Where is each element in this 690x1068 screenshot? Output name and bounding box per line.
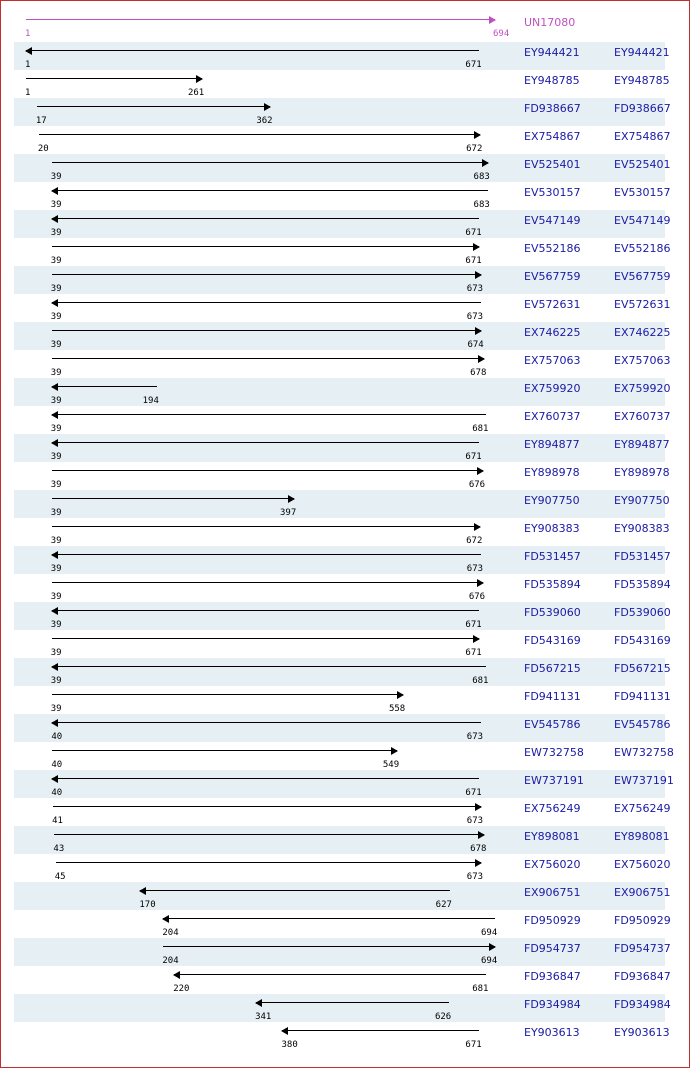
arrow-head [264, 103, 271, 111]
arrow-head [475, 271, 482, 279]
start-position-label: 39 [50, 228, 62, 238]
alignment-bar [56, 862, 481, 863]
accession-link-2[interactable]: EX760737 [614, 410, 671, 423]
alignment-bar [54, 834, 484, 835]
accession-link[interactable]: EX754867 [524, 130, 581, 143]
accession-link[interactable]: FD941131 [524, 690, 581, 703]
start-position-label: 39 [50, 592, 62, 602]
end-position-label: 671 [465, 788, 482, 798]
alignment-bar [52, 274, 481, 275]
end-position-label: 549 [382, 760, 400, 770]
end-position-label: 676 [468, 592, 486, 602]
accession-link-2[interactable]: EV525401 [614, 158, 671, 171]
alignment-bar [53, 806, 481, 807]
end-position-label: 694 [481, 928, 498, 938]
start-position-label: 39 [50, 172, 62, 182]
end-position-label: 671 [465, 60, 482, 70]
start-position-label: 39 [50, 424, 62, 434]
accession-link[interactable]: EV530157 [524, 186, 581, 199]
start-position-label: 41 [52, 816, 63, 826]
alignment-bar [26, 50, 479, 51]
start-position-label: 39 [50, 480, 62, 490]
accession-link-2[interactable]: EY894877 [614, 438, 670, 451]
start-position-label: 39 [50, 620, 62, 630]
start-position-label: 1 [25, 60, 31, 70]
start-position-label: 39 [50, 368, 62, 378]
alignment-bar [52, 778, 479, 779]
end-position-label: 558 [388, 704, 406, 714]
end-position-label: 627 [435, 900, 452, 910]
accession-link-2[interactable]: EY903613 [614, 1026, 670, 1039]
end-position-label: 673 [466, 732, 484, 742]
arrow-head [51, 299, 58, 307]
accession-link-2[interactable]: EY898081 [614, 830, 670, 843]
accession-link[interactable]: EX746225 [524, 326, 581, 339]
start-position-label: 45 [54, 872, 66, 882]
accession-link-2[interactable]: FD539060 [614, 606, 671, 619]
accession-link[interactable]: EY944421 [524, 46, 580, 59]
accession-link[interactable]: EX756020 [524, 858, 581, 871]
arrow-head [51, 439, 58, 447]
start-position-label: 39 [50, 396, 62, 406]
end-position-label: 362 [256, 116, 273, 126]
accession-link[interactable]: FD531457 [524, 550, 581, 563]
arrow-head [477, 467, 484, 475]
accession-link-2[interactable]: FD941131 [614, 690, 671, 703]
end-position-label: 683 [473, 200, 490, 210]
accession-link[interactable]: FD567215 [524, 662, 581, 675]
accession-link-2[interactable]: FD535894 [614, 578, 671, 591]
alignment-bar [52, 302, 481, 303]
accession-link[interactable]: EV525401 [524, 158, 581, 171]
alignment-bar [52, 554, 481, 555]
accession-link[interactable]: EY903613 [524, 1026, 580, 1039]
accession-link[interactable]: EY908383 [524, 522, 580, 535]
accession-link-2[interactable]: FD531457 [614, 550, 671, 563]
accession-link[interactable]: EX759920 [524, 382, 581, 395]
start-position-label: 204 [162, 928, 179, 938]
end-position-label: 261 [187, 88, 205, 98]
arrow-head [162, 915, 169, 923]
end-position-label: 676 [468, 480, 486, 490]
alignment-bar [52, 218, 480, 219]
start-position-label: 39 [50, 340, 62, 350]
arrow-head [489, 943, 496, 951]
accession-link[interactable]: FD936847 [524, 970, 581, 983]
arrow-head [139, 887, 146, 895]
accession-link-2[interactable]: EW737191 [614, 774, 674, 787]
end-position-label: 671 [465, 648, 482, 658]
arrow-head [482, 159, 489, 167]
accession-link-2[interactable]: EV552186 [614, 242, 671, 255]
accession-link[interactable]: EW737191 [524, 774, 584, 787]
arrow-head [397, 691, 404, 699]
end-position-label: 673 [466, 816, 484, 826]
start-position-label: 380 [281, 1040, 298, 1050]
arrow-head [474, 131, 481, 139]
accession-link-2[interactable]: EX756249 [614, 802, 671, 815]
alignment-bar [282, 1030, 479, 1031]
accession-link-2[interactable]: EW732758 [614, 746, 674, 759]
accession-link[interactable]: FD539060 [524, 606, 581, 619]
arrow-head [478, 355, 485, 363]
query-bar [26, 19, 495, 20]
start-position-label: 39 [50, 536, 62, 546]
start-position-label: 40 [51, 760, 63, 770]
accession-link[interactable]: FD950929 [524, 914, 581, 927]
end-position-label: 678 [470, 368, 487, 378]
accession-link-2[interactable]: EY908383 [614, 522, 670, 535]
arrow-head [475, 803, 482, 811]
arrow-head [51, 411, 58, 419]
arrow-head [475, 859, 482, 867]
arrow-head [51, 551, 58, 559]
accession-link[interactable]: EX757063 [524, 354, 581, 367]
start-position-label: 220 [173, 984, 190, 994]
alignment-bar [52, 358, 484, 359]
accession-link[interactable]: EY948785 [524, 74, 580, 87]
alignment-bar [52, 246, 480, 247]
end-position-label: 626 [434, 1012, 452, 1022]
accession-link-2[interactable]: EX759920 [614, 382, 671, 395]
accession-link[interactable]: EV572631 [524, 298, 581, 311]
alignment-bar [163, 918, 495, 919]
alignment-bar [52, 498, 294, 499]
end-position-label: 683 [473, 172, 490, 182]
start-position-label: 20 [37, 144, 49, 154]
start-position-label: 1 [25, 88, 31, 98]
accession-link-2[interactable]: EV530157 [614, 186, 671, 199]
accession-link[interactable]: EV547149 [524, 214, 581, 227]
accession-link[interactable]: EY907750 [524, 494, 580, 507]
start-position-label: 39 [50, 704, 62, 714]
start-position-label: 39 [50, 452, 62, 462]
end-position-label: 397 [280, 508, 297, 518]
accession-link-2[interactable]: EV547149 [614, 214, 671, 227]
start-position-label: 40 [51, 732, 63, 742]
alignment-bar [39, 134, 480, 135]
accession-link[interactable]: EX756249 [524, 802, 581, 815]
alignment-bar [52, 330, 482, 331]
arrow-head [25, 47, 32, 55]
accession-link-2[interactable]: FD938667 [614, 102, 671, 115]
accession-link[interactable]: FD954737 [524, 942, 581, 955]
arrow-head [477, 579, 484, 587]
start-position-label: 39 [50, 676, 62, 686]
start-position-label: 40 [51, 788, 63, 798]
end-position-label: 673 [466, 564, 484, 574]
end-position-label: 673 [466, 872, 484, 882]
accession-link-2[interactable]: FD543169 [614, 634, 671, 647]
accession-link-2[interactable]: FD950929 [614, 914, 671, 927]
alignment-bar [52, 638, 480, 639]
start-position-label: 341 [255, 1012, 272, 1022]
end-position-label: 671 [465, 452, 482, 462]
start-position-label: 39 [50, 564, 62, 574]
arrow-head [478, 831, 485, 839]
accession-link[interactable]: EW732758 [524, 746, 584, 759]
start-position-label: 39 [50, 648, 62, 658]
alignment-bar [26, 78, 202, 79]
alignment-bar [52, 386, 157, 387]
arrow-head [255, 999, 262, 1007]
start-position-label: 39 [50, 312, 62, 322]
end-position-label: 681 [472, 676, 489, 686]
accession-link-2[interactable]: EX906751 [614, 886, 671, 899]
alignment-bar [52, 190, 488, 191]
arrow-head [196, 75, 203, 83]
accession-link-2[interactable]: FD567215 [614, 662, 671, 675]
accession-link[interactable]: FD543169 [524, 634, 581, 647]
alignment-bar [52, 414, 486, 415]
arrow-head [51, 215, 58, 223]
alignment-bar [52, 610, 480, 611]
alignment-bar [52, 694, 403, 695]
accession-link[interactable]: FD535894 [524, 578, 581, 591]
alignment-bar [163, 946, 495, 947]
arrow-head [51, 383, 58, 391]
end-position-label: 681 [472, 984, 489, 994]
alignment-bar [140, 890, 449, 891]
start-position-label: 39 [50, 256, 62, 266]
arrow-head [391, 747, 398, 755]
arrow-head [51, 607, 58, 615]
accession-link-2[interactable]: EY944421 [614, 46, 670, 59]
arrow-head [473, 635, 480, 643]
alignment-bar [52, 442, 480, 443]
accession-link-2[interactable]: FD954737 [614, 942, 671, 955]
start-position-label: 43 [53, 844, 65, 854]
end-position-label: 694 [481, 956, 498, 966]
arrow-head [288, 495, 295, 503]
accession-link-2[interactable]: EX756020 [614, 858, 671, 871]
end-position-label: 681 [472, 424, 489, 434]
accession-link[interactable]: FD934984 [524, 998, 581, 1011]
end-position-label: 672 [466, 144, 483, 154]
query-start-label: 1 [25, 29, 31, 39]
arrow-head [475, 327, 482, 335]
alignment-bar [52, 470, 483, 471]
alignment-bar [52, 162, 488, 163]
start-position-label: 39 [50, 508, 62, 518]
accession-link-2[interactable]: FD936847 [614, 970, 671, 983]
arrow-head [473, 243, 480, 251]
accession-link[interactable]: EY898081 [524, 830, 580, 843]
arrow-head [281, 1027, 288, 1035]
alignment-bar [52, 722, 480, 723]
end-position-label: 671 [465, 256, 482, 266]
arrow-head [51, 719, 58, 727]
accession-link-2[interactable]: EV572631 [614, 298, 671, 311]
end-position-label: 673 [466, 312, 484, 322]
accession-link[interactable]: EV552186 [524, 242, 581, 255]
end-position-label: 672 [466, 536, 483, 546]
accession-link[interactable]: FD938667 [524, 102, 581, 115]
arrow-head [173, 971, 180, 979]
end-position-label: 678 [470, 844, 487, 854]
start-position-label: 170 [139, 900, 156, 910]
end-position-label: 673 [466, 284, 484, 294]
start-position-label: 17 [35, 116, 47, 126]
accession-link-2[interactable]: EV567759 [614, 270, 671, 283]
accession-link[interactable]: EY894877 [524, 438, 580, 451]
end-position-label: 194 [142, 396, 159, 406]
end-position-label: 671 [465, 620, 482, 630]
accession-link-2[interactable]: FD934984 [614, 998, 671, 1011]
accession-link-2[interactable]: EV545786 [614, 718, 671, 731]
arrow-head [51, 663, 58, 671]
accession-link-2[interactable]: EY948785 [614, 74, 670, 87]
accession-link[interactable]: EX760737 [524, 410, 581, 423]
start-position-label: 39 [50, 200, 62, 210]
arrow-head [51, 775, 58, 783]
query-label: UN17080 [524, 16, 576, 29]
accession-link[interactable]: EV545786 [524, 718, 581, 731]
alignment-bar [174, 974, 486, 975]
start-position-label: 204 [162, 956, 179, 966]
alignment-bar [52, 526, 480, 527]
arrow-head [474, 523, 481, 531]
end-position-label: 671 [465, 228, 482, 238]
accession-link[interactable]: EY898978 [524, 466, 580, 479]
alignment-bar [52, 666, 486, 667]
accession-link[interactable]: EX906751 [524, 886, 581, 899]
accession-link-2[interactable]: EX754867 [614, 130, 671, 143]
query-arrow-head [489, 16, 496, 24]
alignment-bar [37, 106, 270, 107]
accession-link[interactable]: EV567759 [524, 270, 581, 283]
alignment-bar [52, 750, 396, 751]
query-end-label: 694 [493, 29, 510, 39]
alignment-bar [52, 582, 483, 583]
accession-link-2[interactable]: EX757063 [614, 354, 671, 367]
accession-link-2[interactable]: EX746225 [614, 326, 671, 339]
accession-link-2[interactable]: EY898978 [614, 466, 670, 479]
arrow-head [51, 187, 58, 195]
start-position-label: 39 [50, 284, 62, 294]
accession-link-2[interactable]: EY907750 [614, 494, 670, 507]
alignment-bar [256, 1002, 449, 1003]
end-position-label: 671 [465, 1040, 482, 1050]
end-position-label: 674 [467, 340, 484, 350]
